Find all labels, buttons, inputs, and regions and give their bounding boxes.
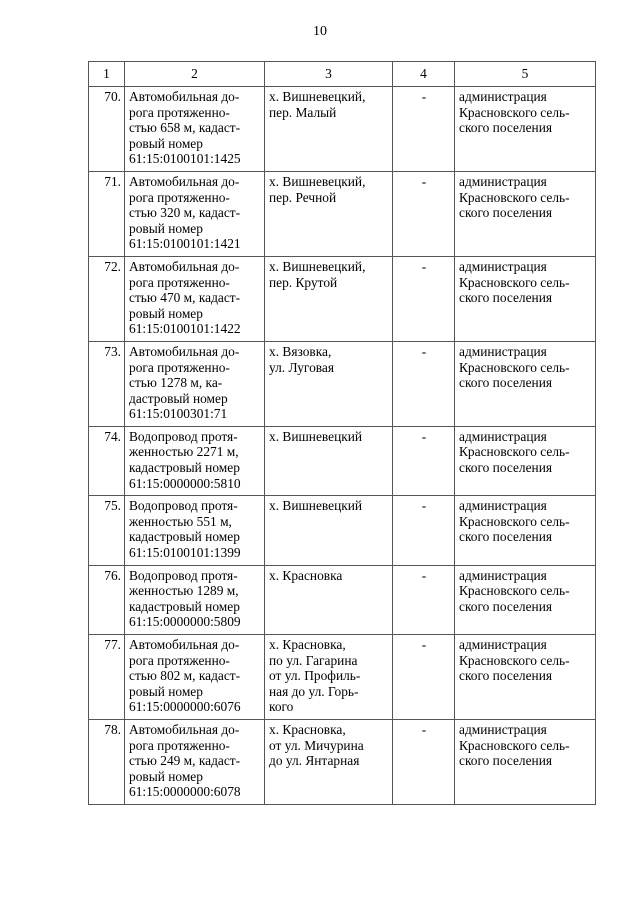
table-row	[89, 341, 596, 426]
column-header: 2	[125, 62, 265, 87]
object-name-line: кадастровый номер	[129, 529, 240, 545]
object-name-line: женностью 551 м,	[129, 513, 232, 529]
owner-cell	[455, 341, 596, 426]
column-header: 3	[265, 62, 393, 87]
object-name-line: рога протяженно-	[129, 652, 230, 668]
object-name-line: ровый номер	[129, 135, 203, 151]
object-name-cell	[125, 496, 265, 565]
object-name-line: 61:15:0100301:71	[129, 406, 228, 422]
owner-line: ского поселения	[459, 120, 553, 136]
location-line: пер. Крутой	[269, 274, 338, 290]
object-name-line: стью 249 м, кадаст-	[129, 753, 241, 769]
table-row	[89, 256, 596, 341]
object-name-cell	[125, 426, 265, 495]
location-cell	[265, 341, 393, 426]
owner-cell	[455, 87, 596, 172]
location-cell	[265, 426, 393, 495]
owner-cell	[455, 496, 596, 565]
location-cell	[265, 565, 393, 634]
owner-cell	[455, 565, 596, 634]
row-number: 71.	[89, 171, 125, 256]
location-cell	[265, 87, 393, 172]
owner-line: Красновского сель-	[459, 444, 570, 460]
table-row	[89, 635, 596, 720]
column-header: 1	[89, 62, 125, 87]
column-4-value: -	[393, 565, 455, 634]
owner-line: Красновского сель-	[459, 189, 570, 205]
object-name-cell	[125, 565, 265, 634]
object-name-line: рога протяженно-	[129, 737, 230, 753]
owner-line: ского поселения	[459, 460, 553, 476]
object-name-line: ровый номер	[129, 220, 203, 236]
owner-line: Красновского сель-	[459, 737, 570, 753]
location-line: пер. Речной	[269, 189, 337, 205]
owner-line: ского поселения	[459, 290, 553, 306]
owner-cell	[455, 719, 596, 804]
object-name-line: 61:15:0100101:1422	[129, 321, 241, 337]
object-name-line: рога протяженно-	[129, 189, 230, 205]
owner-line: ского поселения	[459, 753, 553, 769]
location-line: ная до ул. Горь-	[269, 683, 359, 699]
object-name-line: женностью 2271 м,	[129, 444, 239, 460]
object-name-cell	[125, 87, 265, 172]
object-name-line: кадастровый номер	[129, 598, 240, 614]
column-4-value: -	[393, 87, 455, 172]
object-name-line: 61:15:0100101:1425	[129, 151, 241, 167]
owner-line: администрация	[459, 637, 547, 652]
owner-line: Красновского сель-	[459, 104, 570, 120]
column-4-value: -	[393, 719, 455, 804]
owner-line: Красновского сель-	[459, 359, 570, 375]
object-name-cell	[125, 719, 265, 804]
object-name-line: Автомобильная до-	[129, 721, 240, 737]
owner-cell	[455, 171, 596, 256]
location-line: х. Вязовка,	[269, 343, 332, 359]
owner-line: Красновского сель-	[459, 583, 570, 599]
owner-line: администрация	[459, 343, 547, 359]
object-name-line: 61:15:0100101:1421	[129, 236, 241, 252]
owner-line: администрация	[459, 428, 547, 444]
object-name-line: рога протяженно-	[129, 274, 230, 290]
owner-line: Красновского сель-	[459, 513, 570, 529]
property-table	[88, 61, 596, 805]
column-4-value: -	[393, 496, 455, 565]
object-name-line: женностью 1289 м,	[129, 583, 239, 599]
owner-cell	[455, 426, 596, 495]
owner-line: администрация	[459, 89, 547, 104]
owner-line: администрация	[459, 173, 547, 189]
object-name-line: Автомобильная до-	[129, 343, 240, 359]
object-name-line: стью 320 м, кадаст-	[129, 205, 241, 221]
object-name-line: 61:15:0100101:1399	[129, 545, 241, 561]
object-name-line: рога протяженно-	[129, 359, 230, 375]
object-name-cell	[125, 256, 265, 341]
location-line: от ул. Профиль-	[269, 668, 361, 684]
owner-cell	[455, 256, 596, 341]
location-cell	[265, 635, 393, 720]
table-row	[89, 565, 596, 634]
row-number: 70.	[89, 87, 125, 172]
object-name-line: Автомобильная до-	[129, 173, 240, 189]
object-name-line: 61:15:0000000:5809	[129, 614, 241, 630]
object-name-line: ровый номер	[129, 683, 203, 699]
owner-line: администрация	[459, 498, 547, 514]
row-number: 77.	[89, 635, 125, 720]
location-line: х. Вишневецкий,	[269, 258, 366, 274]
table-row	[89, 426, 596, 495]
object-name-line: кадастровый номер	[129, 460, 240, 476]
location-line: х. Вишневецкий,	[269, 173, 366, 189]
object-name-cell	[125, 635, 265, 720]
table-row	[89, 171, 596, 256]
location-line: х. Вишневецкий	[269, 428, 363, 444]
owner-line: ского поселения	[459, 529, 553, 545]
row-number: 72.	[89, 256, 125, 341]
column-4-value: -	[393, 635, 455, 720]
object-name-line: дастровый номер	[129, 390, 228, 406]
location-line: х. Вишневецкий,	[269, 89, 366, 104]
location-line: от ул. Мичурина	[269, 737, 364, 753]
object-name-cell	[125, 341, 265, 426]
owner-line: ского поселения	[459, 668, 553, 684]
location-line: по ул. Гагарина	[269, 652, 358, 668]
object-name-line: ровый номер	[129, 305, 203, 321]
location-line: х. Красновка,	[269, 637, 346, 652]
table-row	[89, 496, 596, 565]
location-line: кого	[269, 699, 294, 715]
location-cell	[265, 719, 393, 804]
object-name-line: Автомобильная до-	[129, 89, 240, 104]
owner-line: администрация	[459, 567, 547, 583]
table-header-row	[89, 62, 596, 87]
column-4-value: -	[393, 426, 455, 495]
object-name-line: Водопровод протя-	[129, 567, 238, 583]
owner-line: ского поселения	[459, 375, 553, 391]
table-row	[89, 87, 596, 172]
page-number: 10	[313, 24, 327, 39]
row-number: 78.	[89, 719, 125, 804]
object-name-line: 61:15:0000000:6078	[129, 784, 241, 800]
table-body	[89, 87, 596, 805]
location-cell	[265, 256, 393, 341]
location-line: до ул. Янтарная	[269, 753, 360, 769]
row-number: 73.	[89, 341, 125, 426]
object-name-line: ровый номер	[129, 768, 203, 784]
row-number: 74.	[89, 426, 125, 495]
object-name-line: стью 470 м, кадаст-	[129, 290, 241, 306]
column-4-value: -	[393, 171, 455, 256]
row-number: 75.	[89, 496, 125, 565]
owner-cell	[455, 635, 596, 720]
object-name-line: стью 1278 м, ка-	[129, 375, 223, 391]
object-name-line: 61:15:0000000:6076	[129, 699, 241, 715]
object-name-line: Автомобильная до-	[129, 637, 240, 652]
owner-line: ского поселения	[459, 598, 553, 614]
owner-line: Красновского сель-	[459, 652, 570, 668]
location-cell	[265, 171, 393, 256]
row-number: 76.	[89, 565, 125, 634]
owner-line: администрация	[459, 258, 547, 274]
table-row	[89, 719, 596, 804]
column-header: 5	[455, 62, 596, 87]
object-name-line: стью 802 м, кадаст-	[129, 668, 241, 684]
object-name-cell	[125, 171, 265, 256]
object-name-line: стью 658 м, кадаст-	[129, 120, 241, 136]
owner-line: ского поселения	[459, 205, 553, 221]
owner-line: администрация	[459, 721, 547, 737]
object-name-line: рога протяженно-	[129, 104, 230, 120]
location-line: х. Красновка	[269, 567, 343, 583]
location-line: х. Красновка,	[269, 721, 346, 737]
object-name-line: Водопровод протя-	[129, 498, 238, 514]
object-name-line: 61:15:0000000:5810	[129, 475, 241, 491]
location-line: пер. Малый	[269, 104, 337, 120]
object-name-line: Автомобильная до-	[129, 258, 240, 274]
location-line: х. Вишневецкий	[269, 498, 363, 514]
location-line: ул. Луговая	[269, 359, 335, 375]
location-cell	[265, 496, 393, 565]
object-name-line: Водопровод протя-	[129, 428, 238, 444]
column-header: 4	[393, 62, 455, 87]
owner-line: Красновского сель-	[459, 274, 570, 290]
column-4-value: -	[393, 256, 455, 341]
column-4-value: -	[393, 341, 455, 426]
